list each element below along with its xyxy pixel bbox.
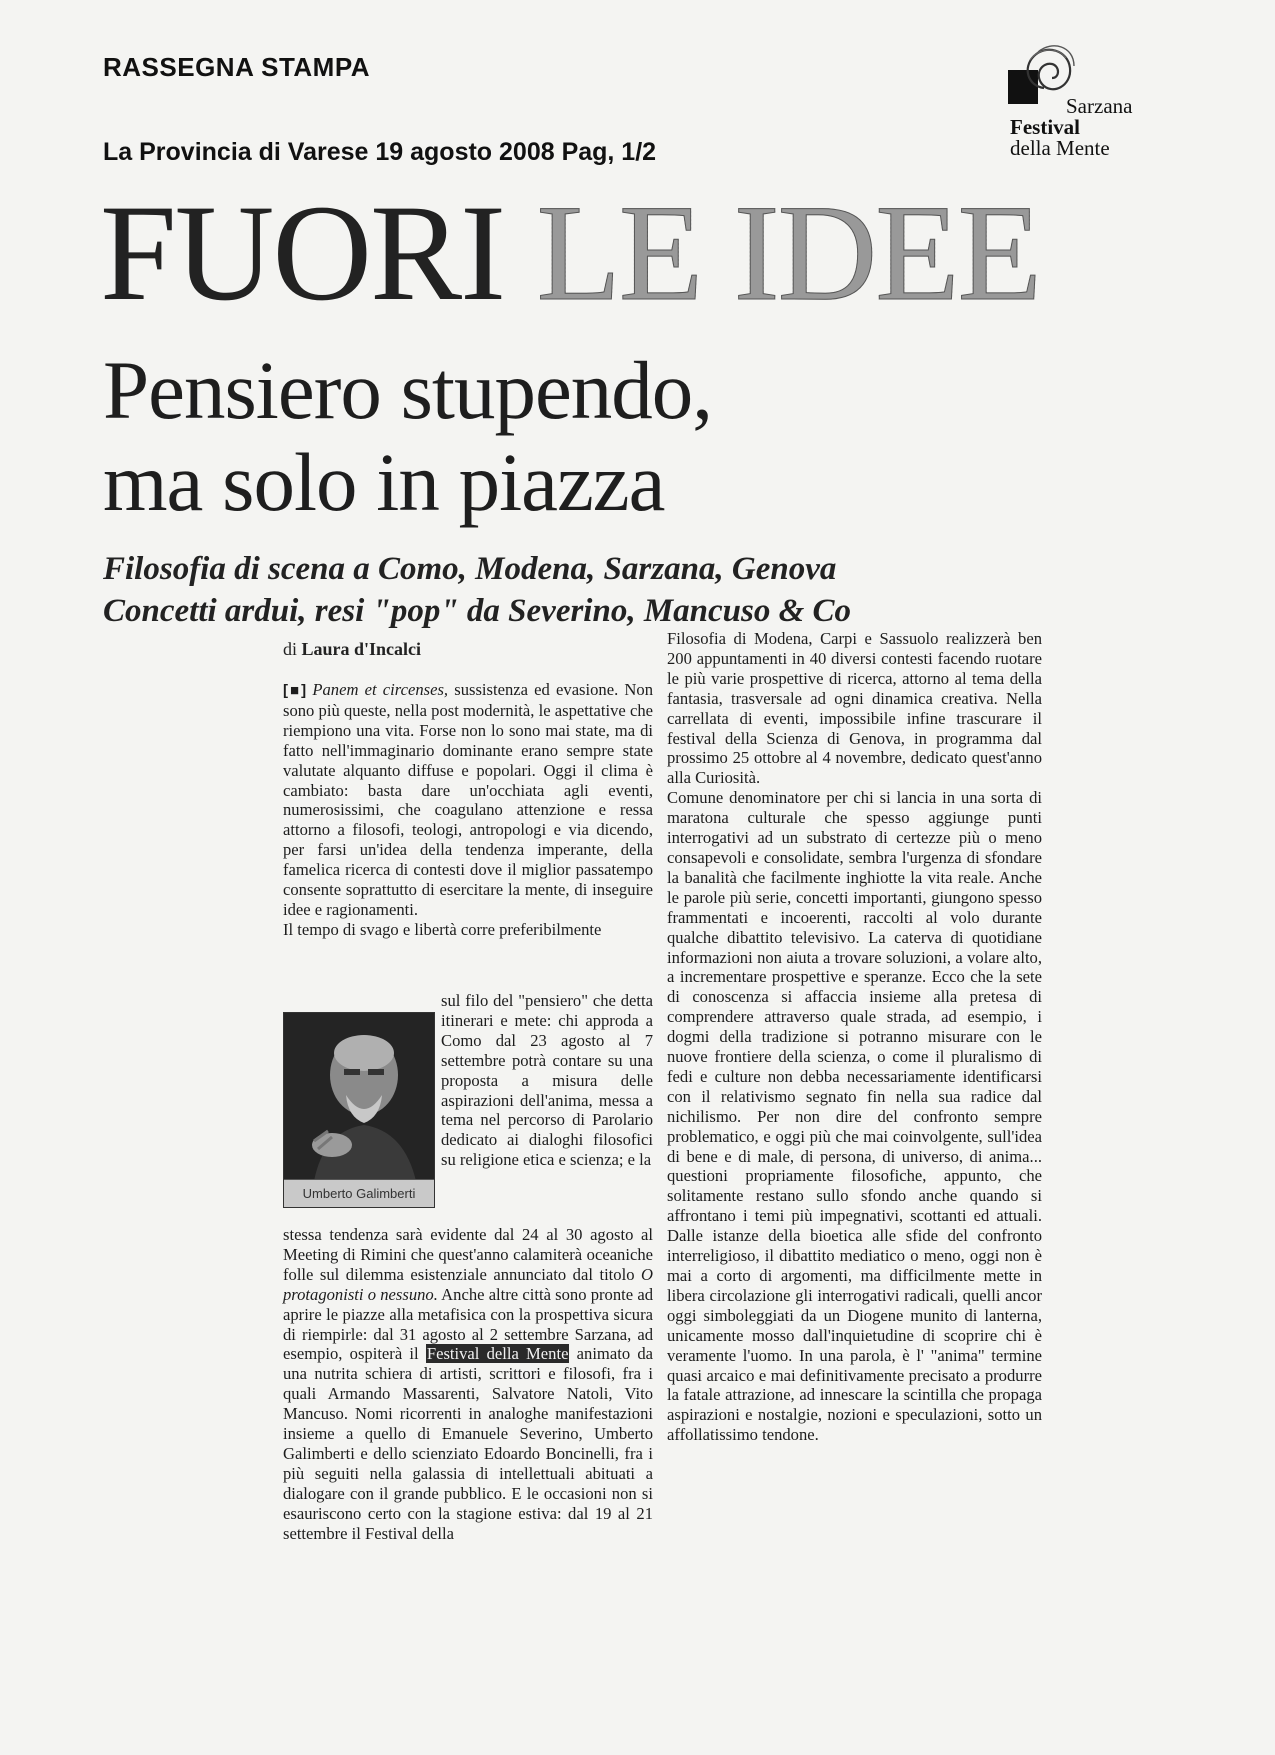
headline-line-1: Pensiero stupendo, bbox=[103, 344, 713, 436]
festival-logo bbox=[1008, 38, 1158, 168]
kicker-part-1: FUORI bbox=[100, 176, 505, 329]
subhead-line-2: Concetti ardui, resi "pop" da Severino, Mancuso & Co bbox=[103, 593, 852, 629]
kicker-part-2: LE IDEE bbox=[536, 176, 1040, 329]
portrait-image bbox=[284, 1013, 434, 1181]
byline bbox=[283, 639, 421, 660]
festival-highlight: Festival della Mente bbox=[426, 1344, 569, 1364]
paragraph-1-italic: Panem et circenses, bbox=[312, 680, 449, 699]
paragraph-2-wrap: sul filo del "pensiero" che detta itinerari e mete: chi approda a Como dal 23 agosto al 7 settembre potrà contare su una proposta a misura delle aspirazioni dell'anima, messa a tema nel percorso di Parolario dedicato ai dialoghi filosofici su religione etica e scienza; e la bbox=[441, 991, 653, 1170]
photo-caption: Umberto Galimberti bbox=[284, 1179, 434, 1207]
column-2-paragraph-2: Comune denominatore per chi si lancia in una sorta di maratona culturale che spesso aggiunge punti interrogativi ad un substrato di certezze più o meno consapevoli e consolidate, sembra l'urgenza di sfondare la banalità che facilmente inghiotte la vita reale. Anche le parole più serie, concetti importanti, giungono spesso frammentati e incoerenti, raccolti al volo durante qualche dibattito televisivo. La caterva di quotidiane informazioni non aiuta a trovare soluzioni, a volare alto, a incrementare prospettive e speranze. Ecco che la sete di conoscenza si affaccia insieme alla pretesa di comprendere attraverso quale strada, ad esempio, i dogmi della tradizione si potranno misurare con le nuove frontiere della scienza, o come il pluralismo di fedi e culture non debba necessariamente identificarsi con il relativismo segnato fin nella sua radice dal nichilismo. Per non dire del confronto sempre problematico, e oggi più che mai coinvolgente, sull'idea di bene e di male, di persona, di universo, di anima... questioni propriamente filosofiche, appunto, che solitamente restano sullo sfondo anche quando si affrontano i temi più impegnativi, scottanti ed attuali. Dalle istanze della bioetica alle sfide del confronto interreligioso, il dibattito mediatico o meno, oggi non è mai a corto di argomenti, ma difficilmente mette in libera circolazione gli interrogativi radicali, quelli ancor oggi simboleggiati da un Diogene munito di lanterna, unicamente mosso dall'inquietudine di scoprire chi è veramente l'uomo. In una parola, è l' "anima" termine quasi arcaico e mai definitivamente precisato a produrre la fatale attrazione, ad innescare la scintilla che propaga aspirazioni e nostalgie, nozioni e speculazioni, sotto un affollatissimo tendone. bbox=[667, 788, 1042, 1445]
logo-line-2: Festival bbox=[1010, 115, 1080, 139]
column-2-paragraph-1: Filosofia di Modena, Carpi e Sassuolo realizzerà ben 200 appuntamenti in 40 diversi contesti facendo ruotare le più varie prospettive di ricerca, attorno al tema della fantasia, trasversale ad ogni dinamica creativa. Nella carrellata di eventi, impossibile infine trascurare il festival della Scienza di Genova, in programma dal prossimo 25 ottobre al 4 novembre, dedicato quest'anno alla Curiosità. bbox=[667, 629, 1042, 788]
kicker bbox=[100, 176, 1040, 329]
paragraph-1-text: sussistenza ed evasione. Non sono più queste, nella post modernità, le aspettative che riempiono una vita. Forse non lo sono mai state, ma di fatto nell'immaginario dominante erano sempre state valutate alquanto diffuse e popolari. Oggi il clima è cambiato: basta dare un'occhiata agli eventi, numerosissimi, che coagulano attenzione e ressa attorno a filosofi, teologi, antropologi e via dicendo, per farsi un'idea della tendenza imperante, della famelica ricerca di contesti dove il miglior passatempo consente soprattutto di esercitare la mente, di inseguire idee e ragionamenti. bbox=[283, 680, 654, 919]
portrait-photo bbox=[283, 1012, 435, 1208]
subheadline bbox=[103, 548, 851, 632]
paragraph-2-continued bbox=[283, 1225, 653, 1544]
byline-prefix: di bbox=[283, 639, 298, 659]
paragraph-marker: [■] bbox=[283, 682, 307, 699]
source-line: La Provincia di Varese 19 agosto 2008 Pag, 1/2 bbox=[103, 138, 657, 166]
headline-line-2: ma solo in piazza bbox=[103, 436, 665, 528]
column-1-wrap bbox=[441, 991, 653, 1170]
p2-continued-text: stessa tendenza sarà evidente dal 24 al 30 agosto al Meeting di Rimini che quest'anno calamiterà oceaniche folle sul dilemma esistenziale annunciato dal titolo bbox=[283, 1225, 653, 1284]
p2-continued-text-2: Anche altre città sono pronte ad aprire le piazze alla metafisica con la prospettiva sicura di riempirle: dal 31 agosto al 2 settembre Sarzana, ad esempio, ospiterà il bbox=[283, 1284, 653, 1364]
paragraph-2-start: Il tempo di svago e libertà corre preferibilmente bbox=[283, 919, 602, 939]
byline-author: Laura d'Incalci bbox=[301, 639, 422, 659]
p2-italic-title: O protagonisti o nessuno. bbox=[283, 1264, 653, 1304]
paragraph-1 bbox=[283, 680, 653, 920]
logo-line-3: della Mente bbox=[1010, 136, 1110, 160]
subhead-line-1: Filosofia di scena a Como, Modena, Sarzana, Genova bbox=[103, 551, 837, 587]
column-2 bbox=[667, 629, 1042, 1445]
column-1-bottom bbox=[283, 1225, 653, 1544]
press-review-title: RASSEGNA STAMPA bbox=[103, 52, 371, 82]
logo-line-1: Sarzana bbox=[1066, 94, 1133, 118]
p2-end-text: animato da una nutrita schiera di artisti, scrittori e filosofi, fra i quali Armando Massarenti, Salvatore Natoli, Vito Mancuso. Nomi ricorrenti in analoghe manifestazioni insieme a quello di Emanuele Severino, Umberto Galimberti e dello scienziato Edoardo Boncinelli, fra i più seguiti nella galassia di intellettuali abituati a dialogare con il grande pubblico. E le occasioni non si esauriscono certo con la stagione estiva: dal 19 al 21 settembre il Festival della bbox=[283, 1344, 653, 1543]
headline bbox=[103, 344, 712, 528]
column-1-top bbox=[283, 680, 653, 940]
